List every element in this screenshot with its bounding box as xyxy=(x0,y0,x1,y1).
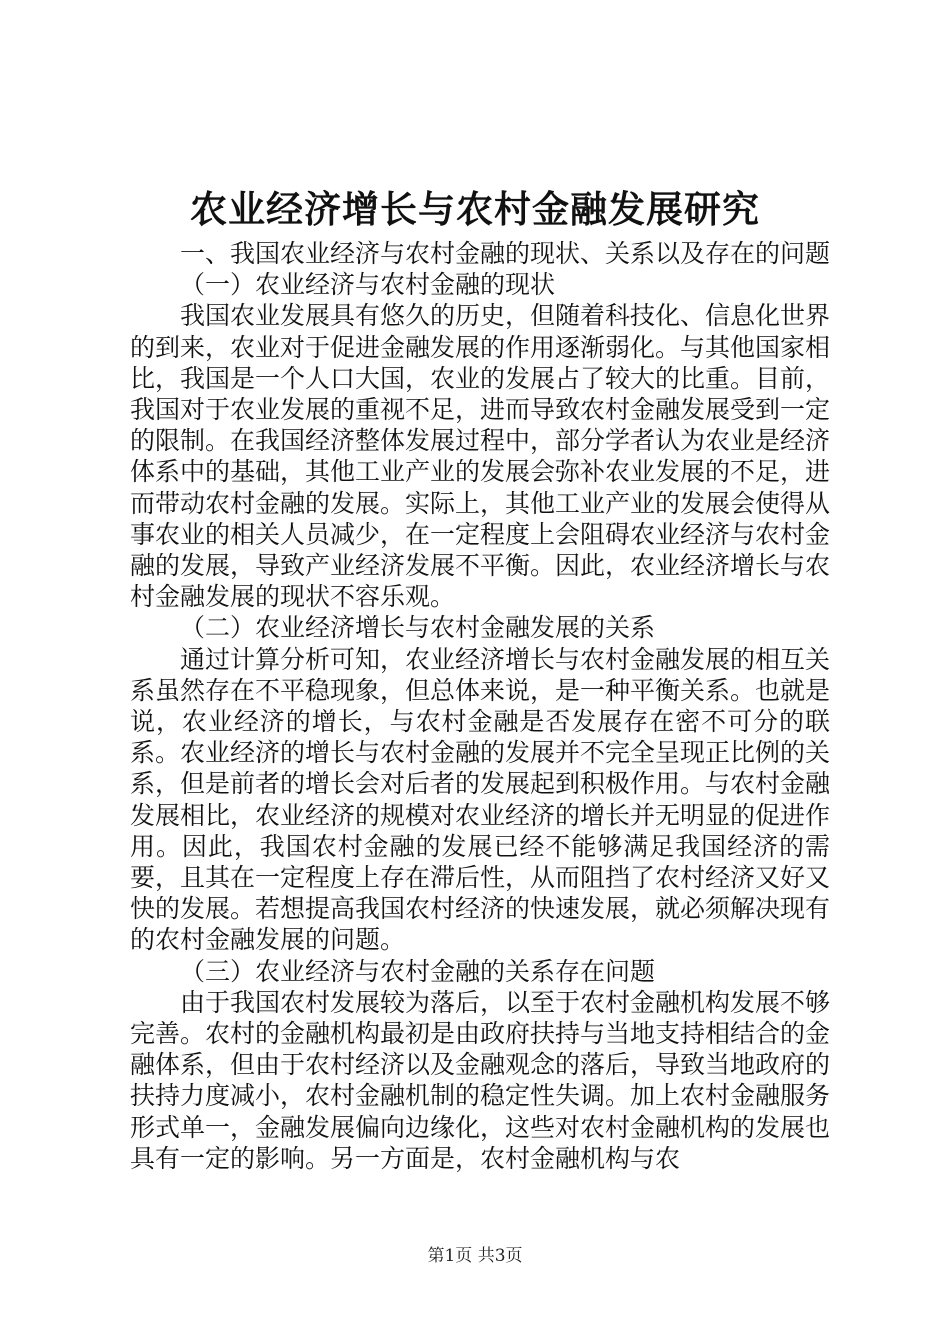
page-number-footer: 第1页 共3页 xyxy=(427,1246,523,1266)
document-title: 农业经济增长与农村金融发展研究 xyxy=(190,187,760,231)
section-heading-1: 一、我国农业经济与农村金融的现状、关系以及存在的问题 xyxy=(180,239,831,268)
paragraph-2: 通过计算分析可知，农业经济增长与农村金融发展的相互关系虽然存在不平稳现象，但总体来说，是一种平衡关系。也就是说，农业经济的增长，与农村金融是否发展存在密不可分的联系。农业经济的增长与农村金融的发展并不完全呈现正比例的关系，但是前者的增长会对后者的发展起到积极作用。与农村金融发展相比，农业经济的规模对农业经济的增长并无明显的促进作用。因此，我国农村金融的发展已经不能够满足我国经济的需要，且其在一定程度上存在滞后性，从而阻挡了农村经济又好又快的发展。若想提高我国农村经济的快速发展，就必须解决现有的农村金融发展的问题。 xyxy=(130,644,831,955)
paragraph-3: 由于我国农村发展较为落后，以至于农村金融机构发展不够完善。农村的金融机构最初是由政府扶持与当地支持相结合的金融体系，但由于农村经济以及金融观念的落后，导致当地政府的扶持力度减小，农村金融机制的稳定性失调。加上农村金融服务形式单一，金融发展偏向边缘化，这些对农村金融机构的发展也具有一定的影响。另一方面是，农村金融机构与农 xyxy=(130,987,831,1173)
subsection-heading-1: （一）农业经济与农村金融的现状 xyxy=(180,270,556,300)
subsection-heading-3: （三）农业经济与农村金融的关系存在问题 xyxy=(180,956,656,986)
paragraph-1: 我国农业发展具有悠久的历史，但随着科技化、信息化世界的到来，农业对于促进金融发展的作用逐渐弱化。与其他国家相比，我国是一个人口大国，农业的发展占了较大的比重。目前，我国对于农业发展的重视不足，进而导致农村金融发展受到一定的限制。在我国经济整体发展过程中，部分学者认为农业是经济体系中的基础，其他工业产业的发展会弥补农业发展的不足，进而带动农村金融的发展。实际上，其他工业产业的发展会使得从事农业的相关人员减少，在一定程度上会阻碍农业经济与农村金融的发展，导致产业经济发展不平衡。因此，农业经济增长与农村金融发展的现状不容乐观。 xyxy=(130,301,831,612)
subsection-heading-2: （二）农业经济增长与农村金融发展的关系 xyxy=(180,613,656,643)
document-body xyxy=(130,238,830,1174)
